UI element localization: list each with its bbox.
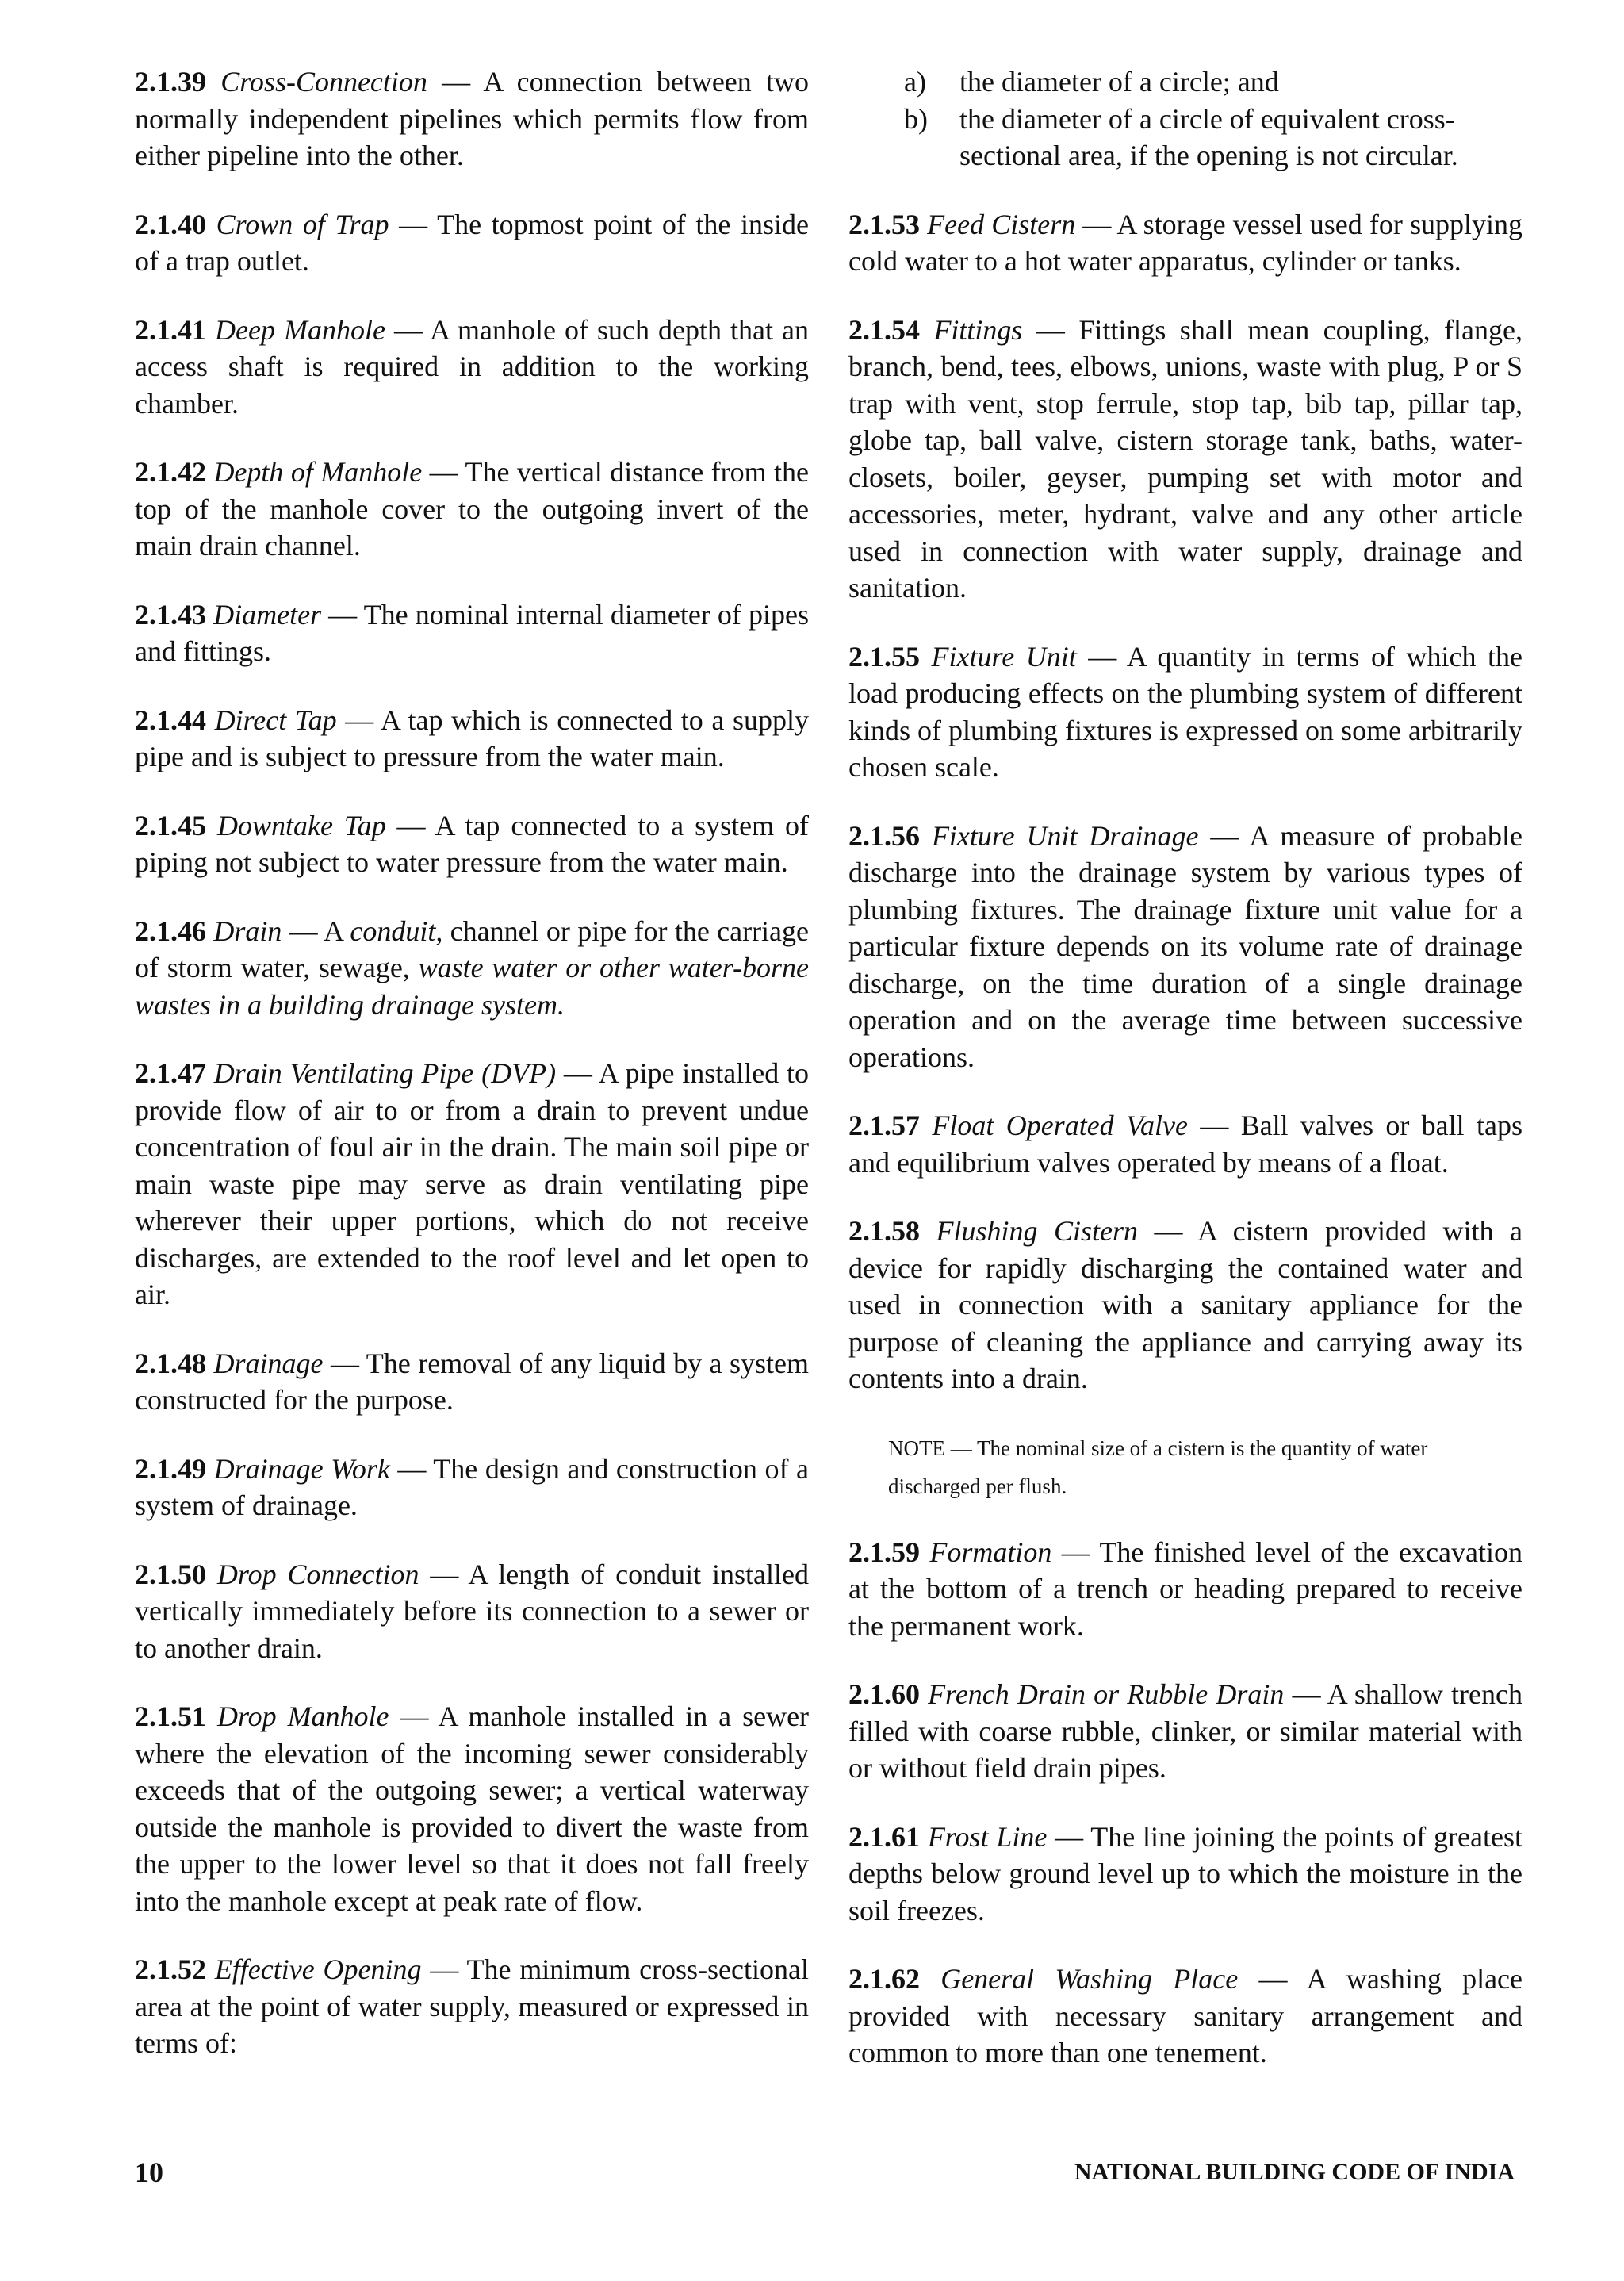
- definition-entry: 2.1.48 Drainage — The removal of any liquid by a system constructed for the purpose.: [135, 1347, 810, 1416]
- note: NOTE — The nominal size of a cistern is the quantity of water discharged per flush.: [888, 1436, 1428, 1498]
- definition-entry: 2.1.60 French Drain or Rubble Drain — A shallow trench filled with coarse rubble, clinker, or similar material with or without field drain pipes.: [848, 1678, 1522, 1784]
- definition-entry: 2.1.51 Drop Manhole — A manhole installed in a sewer where the elevation of the incoming sewer considerably exceeds that of the outgoing sewer; a vertical waterway outside the manhole is provided to divert the waste from the upper to the lower level so that it does not fall freely into the manhole except at peak rate of flow.: [135, 1700, 810, 1917]
- definition-entry: 2.1.55 Fixture Unit — A quantity in terms of which the load producing effects on the plumbing system of different kinds of plumbing fixtures is expressed on some arbitrarily chosen scale.: [848, 640, 1522, 783]
- definition-entry: 2.1.42 Depth of Manhole — The vertical distance from the top of the manhole cover to the outgoing invert of the main drain channel.: [135, 456, 809, 562]
- definition-entry: 2.1.52 Effective Opening — The minimum cross-sectional area at the point of water supply, measured or expressed in terms of:: [135, 1953, 810, 2059]
- definition-entry: 2.1.62 General Washing Place — A washing place provided with necessary sanitary arrangement and common to more than one tenement.: [848, 1963, 1522, 2068]
- list-item: a) the diameter of a circle; and: [904, 66, 1279, 98]
- list-item: b) the diameter of a circle of equivalent cross-sectional area, if the opening is not circular.: [904, 102, 1458, 171]
- definition-entry: 2.1.61 Frost Line — The line joining the points of greatest depths below ground level up to which the moisture in the soil freezes.: [848, 1820, 1522, 1926]
- definition-entry: 2.1.53 Feed Cistern — A storage vessel used for supplying cold water to a hot water apparatus, cylinder or tanks.: [848, 208, 1523, 277]
- page-number: 10: [135, 2156, 163, 2188]
- definition-entry: 2.1.50 Drop Connection — A length of conduit installed vertically immediately before its connection to a sewer or to another drain.: [135, 1558, 809, 1664]
- definition-entry: 2.1.56 Fixture Unit Drainage — A measure of probable discharge into the drainage system by various types of plumbing fixtures. The drainage fixture unit value for a particular fixture depends on its volume rate of drainage discharge, on the time duration of a single drainage operation and on the average time between successive operations.: [848, 819, 1522, 1073]
- publication-title: NATIONAL BUILDING CODE OF INDIA: [1074, 2159, 1515, 2185]
- definition-entry: 2.1.57 Float Operated Valve — Ball valves or ball taps and equilibrium valves operated by means of a float.: [848, 1110, 1523, 1179]
- definition-entry: 2.1.54 Fittings — Fittings shall mean coupling, flange, branch, bend, tees, elbows, unions, waste with plug, P or S trap with vent, stop ferrule, stop tap, bib tap, pillar tap, globe tap, ball valve, cistern storage tank, baths, water-closets, boiler, geyser, pumping set with motor and accessories, meter, hydrant, valve and any other article used in connection with water supply, drainage and sanitation.: [848, 313, 1522, 604]
- definition-entry: 2.1.47 Drain Ventilating Pipe (DVP) — A pipe installed to provide flow of air to or from a drain to prevent undue concentration of foul air in the drain. The main soil pipe or main waste pipe may serve as drain ventilating pipe wherever their upper portions, which do not receive discharges, are extended to the roof level and let open to air.: [135, 1057, 810, 1310]
- opening-list: [848, 63, 1522, 174]
- definition-entry: 2.1.49 Drainage Work — The design and construction of a system of drainage.: [135, 1452, 809, 1521]
- definition-entry: 2.1.40 Crown of Trap — The topmost point of the inside of a trap outlet.: [135, 208, 809, 277]
- definition-entry: 2.1.44 Direct Tap — A tap which is connected to a supply pipe and is subject to pressure from the water main.: [135, 703, 810, 772]
- definition-entry: 2.1.58 Flushing Cistern — A cistern provided with a device for rapidly discharging the contained water and used in connection with a sanitary appliance for the purpose of cleaning the appliance and carrying away its contents into a drain.: [848, 1215, 1523, 1394]
- definition-entry: 2.1.46 Drain — A conduit, channel or pipe for the carriage of storm water, sewage, waste water or other water-borne wastes in a building drainage system.: [135, 914, 810, 1021]
- definition-entry: 2.1.45 Downtake Tap — A tap connected to a system of piping not subject to water pressure from the water main.: [135, 809, 810, 878]
- definition-entry: 2.1.39 Cross-Connection — A connection between two normally independent pipelines which permits flow from either pipeline into the other.: [135, 66, 810, 171]
- definition-entry: 2.1.59 Formation — The finished level of the excavation at the bottom of a trench or heading prepared to receive the permanent work.: [848, 1535, 1523, 1642]
- definition-entry: 2.1.41 Deep Manhole — A manhole of such depth that an access shaft is required in addition to the working chamber.: [135, 313, 809, 420]
- right-column: [848, 63, 1522, 2103]
- left-column: [135, 63, 809, 2094]
- definition-entry: 2.1.43 Diameter — The nominal internal diameter of pipes and fittings.: [135, 598, 810, 667]
